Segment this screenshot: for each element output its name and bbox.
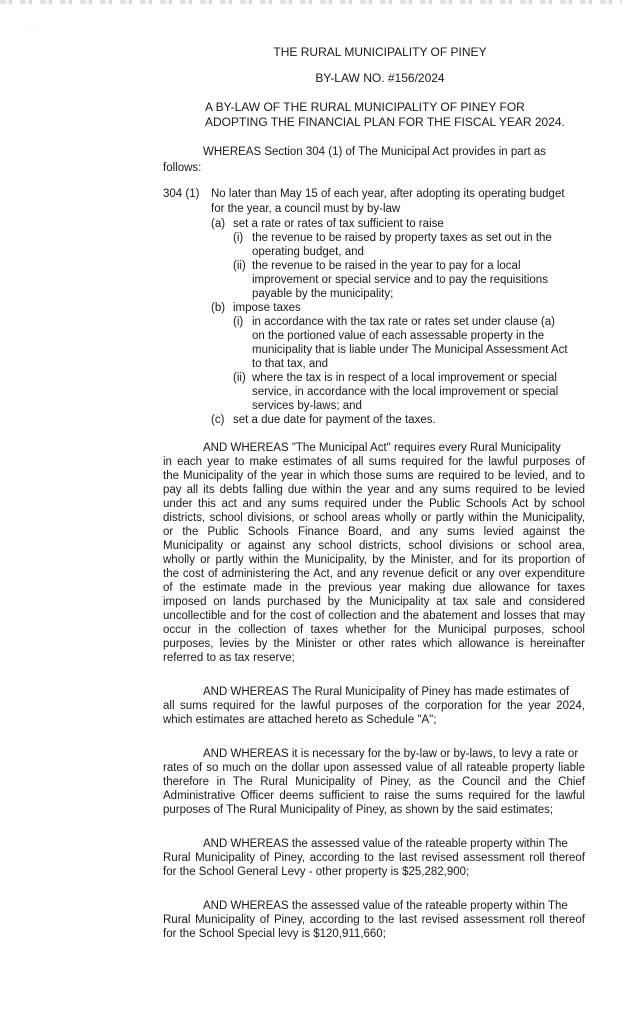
clause-a-mark: (a) (211, 218, 226, 230)
bylaw-subtitle-line2: ADOPTING THE FINANCIAL PLAN FOR THE FISCAL YEAR 2024. (205, 115, 565, 129)
para-municipal-act-line6: districts, school divisions, or school areas wholly or partly within the Municipality, (163, 512, 585, 524)
clause-b-ii-mark: (ii) (233, 372, 246, 384)
clause-a-ii-mark: (ii) (233, 260, 246, 272)
clause-b-i-line3: municipality that is liable under The Municipal Assessment Act (252, 344, 568, 356)
para-municipal-act-line12: imposed on lands purchased by the Municipality at tax sale and considered (163, 596, 585, 608)
para-general-levy-line1: AND WHEREAS the assessed value of the rateable property within The (203, 838, 568, 850)
bylaw-number: BY-LAW NO. #156/2024 (315, 71, 445, 85)
clause-b-ii-line2: service, in accordance with the local improvement or special (252, 386, 559, 398)
scan-artifact (0, 0, 622, 4)
para-estimates-line2: all sums required for the lawful purposes of the corporation for the year 2024, (163, 700, 585, 712)
para-general-levy-line2: Rural Municipality of Piney, according to the last revised assessment roll thereof (163, 852, 585, 864)
para-special-levy-line1: AND WHEREAS the assessed value of the rateable property within The (203, 900, 568, 912)
para-municipal-act-line4: pay all its debts falling due within the year and any sums required to be levied (163, 484, 585, 496)
para-municipal-act-line15: purposes, levies by the Minister or other rates which allowance is hereinafter (163, 638, 585, 650)
para-levy-rate-line1: AND WHEREAS it is necessary for the by-law or by-laws, to levy a rate or (203, 748, 579, 760)
para-municipal-act-line3: the Municipality of the year in which those sums are required to be levied, and to (163, 470, 585, 482)
para-municipal-act-line14: occur in the collection of taxes whether for the Municipal purposes, school (163, 624, 585, 636)
clause-a-ii-line3: payable by the municipality; (252, 288, 394, 300)
para-municipal-act-line2: in each year to make estimates of all sums required for the lawful purposes of (163, 456, 585, 468)
clause-a-text: set a rate or rates of tax sufficient to raise (233, 218, 444, 230)
clause-b-ii-line1: where the tax is in respect of a local improvement or special (252, 372, 557, 384)
clause-b-i-line1: in accordance with the tax rate or rates set under clause (a) (252, 316, 555, 328)
clause-a-i-mark: (i) (233, 232, 244, 244)
para-estimates-line3: which estimates are attached hereto as Schedule "A"; (163, 714, 437, 726)
clause-a-i-line1: the revenue to be raised by property taxes as set out in the (252, 232, 552, 244)
whereas-intro-line2: follows: (163, 162, 202, 174)
clause-c-text: set a due date for payment of the taxes. (233, 414, 436, 426)
para-special-levy-line2: Rural Municipality of Piney, according to the last revised assessment roll thereof (163, 914, 585, 926)
para-municipal-act-line8: Municipality or against any school districts, school divisions or school area, (163, 540, 585, 552)
para-levy-rate-line2: rates of so much on the dollar upon assessed value of all rateable property liable (163, 762, 585, 774)
para-special-levy-line3: for the School Special levy is $120,911,660; (163, 928, 386, 940)
document-title: THE RURAL MUNICIPALITY OF PINEY (273, 45, 487, 59)
para-municipal-act-line11: of the estimate made in the previous year making due allowance for taxes (163, 582, 585, 594)
para-levy-rate-line3: therefore in The Rural Municipality of Piney, as the Council and the Chief (163, 776, 585, 788)
clause-a-ii-line1: the revenue to be raised in the year to pay for a local (252, 260, 521, 272)
clause-c-mark: (c) (211, 414, 225, 426)
para-municipal-act-line13: uncollectible and for the cost of collection and the abatement and losses that may (163, 610, 585, 622)
para-estimates-line1: AND WHEREAS The Rural Municipality of Piney has made estimates of (203, 686, 570, 698)
section-number: 304 (1) (163, 188, 200, 200)
para-levy-rate-line5: purposes of The Rural Municipality of Piney, as shown by the said estimates; (163, 804, 554, 816)
clause-b-i-line2: on the portioned value of each assessable property in the (252, 330, 545, 342)
para-municipal-act-line16: referred to as tax reserve; (163, 652, 295, 664)
clause-a-i-line2: operating budget, and (252, 246, 364, 258)
para-levy-rate-line4: Administrative Officer deems sufficient to raise the sums required for the lawful (163, 790, 585, 802)
clause-b-mark: (b) (211, 302, 226, 314)
clause-b-text: impose taxes (233, 302, 301, 314)
para-municipal-act-line9: wholly or partly within the Municipality, by the Minister, and for its proportion of (163, 554, 585, 566)
clause-a-ii-line2: improvement or special service and to pay the requisitions (252, 274, 548, 286)
clause-b-i-mark: (i) (233, 316, 244, 328)
bylaw-subtitle-line1: A BY-LAW OF THE RURAL MUNICIPALITY OF PINEY FOR (205, 100, 525, 114)
para-municipal-act-line1: AND WHEREAS "The Municipal Act" requires every Rural Municipality (203, 442, 561, 454)
para-municipal-act-line10: the cost of administering the Act, and any revenue deficit or any over expenditure (163, 568, 585, 580)
clause-b-ii-line3: services by-laws; and (252, 400, 362, 412)
clause-b-i-line4: to that tax, and (252, 358, 329, 370)
para-general-levy-line3: for the School General Levy - other property is $25,282,900; (163, 866, 470, 878)
para-municipal-act-line7: or the Public Schools Finance Board, and any sums levied against the (163, 526, 585, 538)
section-text-line2: for the year, a council must by by-law (211, 203, 401, 215)
section-text-line1: No later than May 15 of each year, after adopting its operating budget (211, 188, 565, 200)
scan-specks: · ˙ (28, 26, 41, 32)
para-municipal-act-line5: under this act and any sums required under the Public Schools Act by school (163, 498, 585, 510)
whereas-intro-line1: WHEREAS Section 304 (1) of The Municipal Act provides in part as (203, 146, 547, 158)
